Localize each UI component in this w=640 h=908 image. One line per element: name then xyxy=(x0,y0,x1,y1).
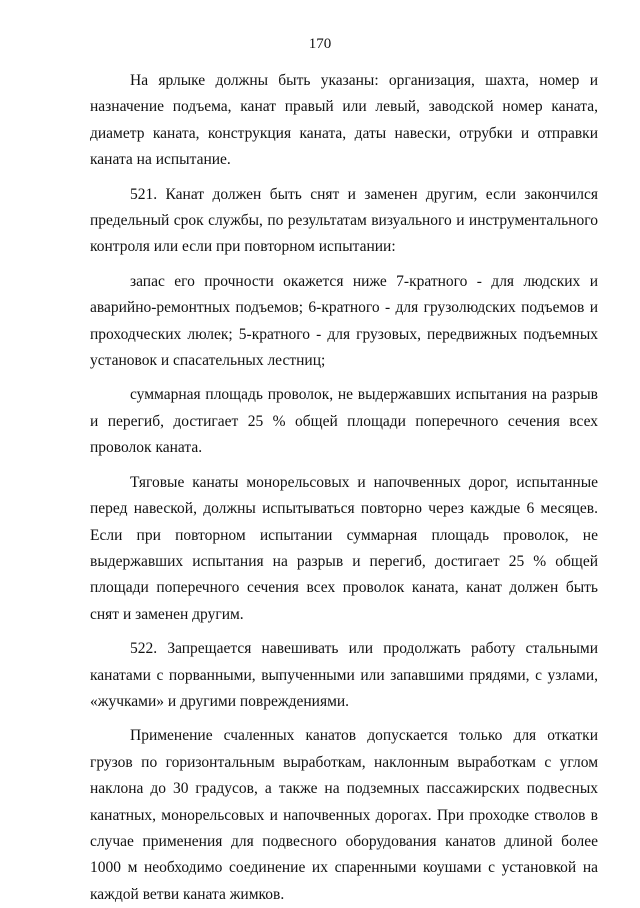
paragraph-521: 521. Канат должен быть снят и заменен другим, если закончился предельный срок службы, по результатам визуального и инструментального контроля или если при повторном испытании: xyxy=(90,185,598,256)
paragraph-traction-ropes: Тяговые канаты монорельсовых и напочвенных дорог, испытанные перед навеской, должны испытываться повторно через каждые 6 месяцев. Если при повторном испытании суммарная площадь проволок, не выдержавших испытания на разрыв и перегиб, достигает 25 % общей площади поперечного сечения всех проволок каната, канат должен быть снят и заменен другим. xyxy=(90,473,598,623)
paragraph-wire-area: суммарная площадь проволок, не выдержавших испытания на разрыв и перегиб, достигает 25 % общей площади поперечного сечения всех проволок каната. xyxy=(90,386,598,457)
paragraph-522: 522. Запрещается навешивать или продолжать работу стальными канатами с порванными, выпученными или запавшими прядями, с узлами, «жучками» и другими повреждениями. xyxy=(90,640,598,710)
body-text xyxy=(90,68,598,908)
paragraph-spliced-ropes: Применение счаленных канатов допускается только для откатки грузов по горизонтальным выработкам, наклонным выработкам с углом наклона до 30 градусов, а также на подземных пассажирских подвесных канатных, монорельсовых и напочвенных дорогах. При проходке стволов в случае применения для подвесного оборудования канатов длиной более 1000 м необходимо соединение их спаренными коушами с установкой на каждой ветви каната жимков. xyxy=(90,727,598,903)
paragraph-label-contents: На ярлыке должны быть указаны: организация, шахта, номер и назначение подъема, канат правый или левый, заводской номер каната, диаметр каната, конструкция каната, даты навески, отрубки и отправки каната на испытание. xyxy=(90,72,598,169)
paragraph-strength-margin: запас его прочности окажется ниже 7-кратного - для людских и аварийно-ремонтных подъемов; 6-кратного - для грузолюдских подъемов и проходческих люлек; 5-кратного - для грузовых, передвижных подъемных установок и спасательных лестниц; xyxy=(90,272,598,370)
page-number: 170 xyxy=(308,36,332,52)
